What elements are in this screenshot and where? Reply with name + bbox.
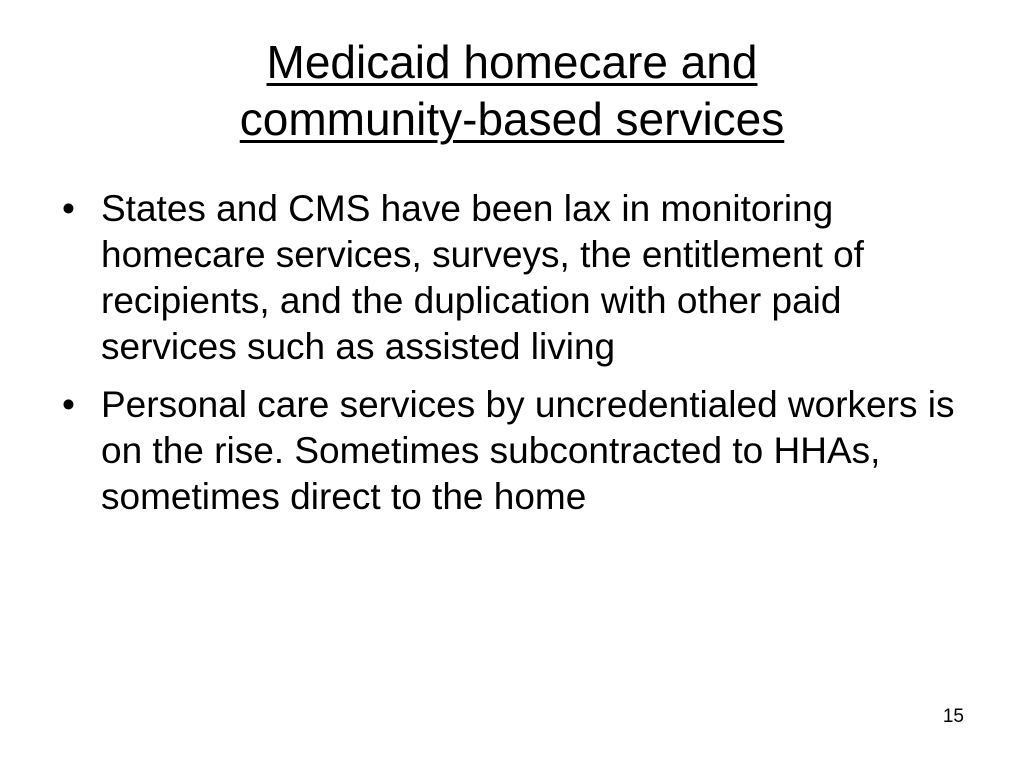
slide-title-line-2: community-based services — [239, 93, 785, 145]
bullet-marker: • — [62, 188, 75, 229]
bullet-text-personal-care: Personal care services by uncredentialed workers is on the rise. Sometimes subcontracted to HHAs, sometimes direct to the home — [101, 384, 955, 517]
slide-title-line-1: Medicaid homecare and — [266, 36, 758, 88]
page-number: 15 — [942, 706, 964, 727]
bullet-text-monitoring: States and CMS have been lax in monitoring homecare services, surveys, the entitlement of recipients, and the duplication with other paid services such as assisted living — [101, 188, 864, 367]
bullet-list — [60, 186, 960, 532]
slide-title — [60, 34, 964, 148]
bullet-marker: • — [62, 384, 75, 425]
bullet-item-monitoring — [60, 186, 960, 370]
bullet-item-personal-care — [60, 382, 960, 520]
